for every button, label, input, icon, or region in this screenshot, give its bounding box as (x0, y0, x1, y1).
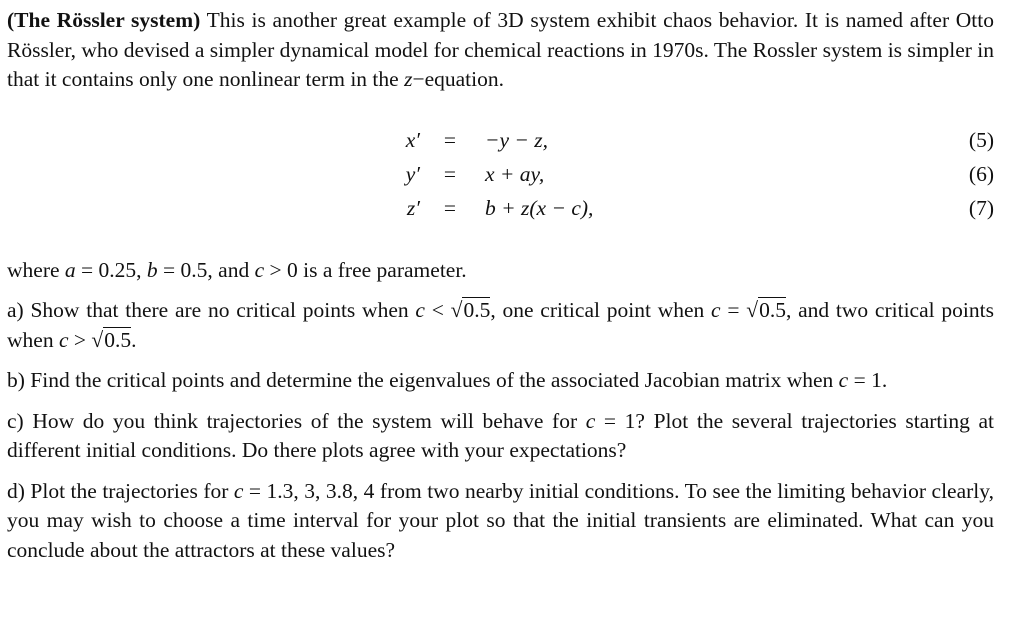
text-run: . (131, 327, 137, 352)
text-run: , and two critical points when (7, 298, 994, 352)
equation-number: (5) (968, 127, 994, 152)
sqrt-sign: √ (450, 298, 463, 322)
document-page (7, 6, 994, 565)
equation-lhs: x′ (405, 127, 420, 152)
text-run: > 0 is a free parameter. (264, 257, 467, 282)
equation-row (7, 125, 994, 155)
equation-lhs: y′ (405, 161, 420, 186)
text-run: = (720, 298, 747, 322)
equation-rhs: b + z(x − c), (485, 195, 594, 220)
text-run: , one critical point when (490, 298, 712, 322)
text-run: where (7, 257, 65, 282)
text-run: b) Find the critical points and determine the eigenvalues of the associated Jacobian matrix when (7, 368, 839, 392)
sqrt-sign: √ (746, 298, 759, 322)
section-title: (The Rössler system) (7, 8, 201, 32)
intro-text-end: −equation. (412, 67, 504, 91)
equation-row (7, 193, 994, 223)
question-a (7, 296, 994, 355)
equation-number: (6) (968, 161, 994, 186)
parameters-paragraph (7, 256, 994, 286)
equation-lhs: z′ (406, 195, 420, 220)
equation-equals: = (443, 161, 457, 186)
text-run: a) Show that there are no critical points when (7, 298, 416, 322)
question-d (7, 477, 994, 566)
math-var: c (254, 257, 265, 282)
math-var: a (64, 257, 76, 282)
question-c (7, 407, 994, 466)
intro-var-z: z (404, 67, 413, 91)
sqrt-radicand: 0.5 (463, 298, 491, 322)
text-run: < (424, 298, 451, 322)
sqrt-radicand: 0.5 (104, 327, 132, 352)
sqrt-radicand: 0.5 (759, 298, 786, 322)
equation-equals: = (443, 195, 457, 220)
sqrt-sign: √ (91, 327, 104, 352)
text-run: = 0.25, (75, 257, 147, 282)
math-var: c (415, 298, 425, 322)
text-run: = 1? Plot the several trajectories starting at different initial conditions. Do there plots agree with your expectations? (7, 408, 994, 462)
question-b (7, 366, 994, 396)
text-run: = 0.5, and (157, 257, 255, 282)
equation-rhs: x + ay, (485, 161, 545, 186)
equation-equals: = (443, 127, 457, 152)
text-run: d) Plot the trajectories for (7, 478, 234, 503)
text-run: > (68, 327, 92, 352)
intro-text: This is another great example of 3D system exhibit chaos behavior. It is named after Otto Rössler, who devised a simpler dynamical model for chemical reactions in 1970s. The Rossler system is simpler in that it contains only one nonlinear term in the (7, 8, 995, 91)
sqrt-expression (91, 327, 131, 352)
equation-number: (7) (968, 195, 994, 220)
text-run: = 1.3, 3, 3.8, 4 from two nearby initial conditions. To see the limiting behavior clearly, you may wish to choose a time interval for your plot so that the initial transients are eliminated. What can you conclude about the attractors at these values? (7, 478, 995, 562)
equation-row (7, 159, 994, 189)
math-var: c (233, 478, 244, 503)
intro-paragraph (7, 6, 994, 95)
math-var: b (146, 257, 158, 282)
text-run: = 1. (848, 368, 888, 392)
math-var: c (838, 368, 849, 392)
sqrt-expression (451, 297, 491, 322)
math-var: c (711, 298, 721, 322)
equation-block (7, 125, 994, 243)
text-run: c) How do you think trajectories of the system will behave for (7, 408, 586, 433)
sqrt-expression (746, 297, 786, 322)
math-var: c (585, 408, 596, 433)
math-var: c (58, 327, 69, 352)
equation-rhs: −y − z, (485, 127, 549, 152)
